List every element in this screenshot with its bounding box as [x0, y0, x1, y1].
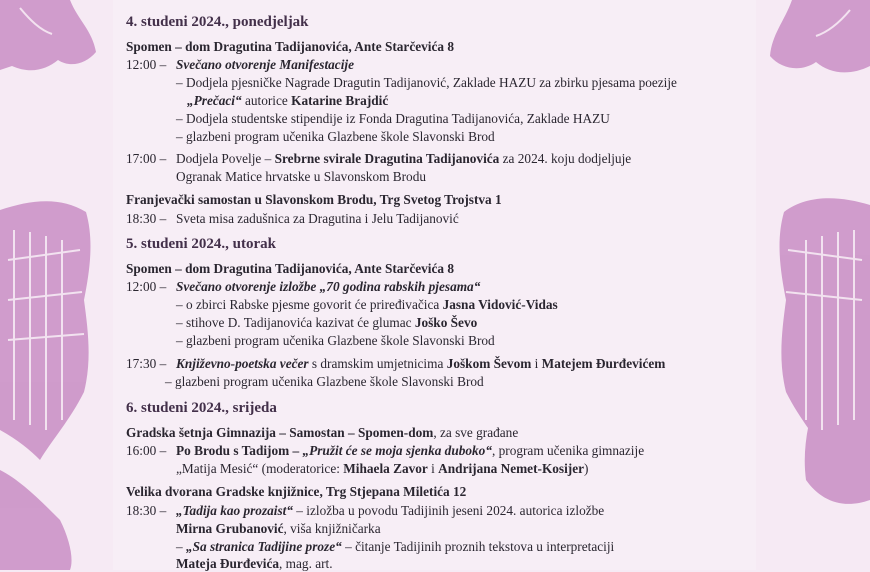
event-time: 18:30 –: [126, 503, 167, 518]
event-line: – glazbeni program učenika Glazbene škole Slavonski Brod: [165, 374, 484, 389]
location: Spomen – dom Dragutina Tadijanovića, Ante Starčevića 8: [126, 261, 455, 276]
location: Gradska šetnja Gimnazija – Samostan – Spomen-dom, za sve građane: [126, 425, 519, 440]
day-heading: 5. studeni 2024., utorak: [126, 236, 277, 252]
location: Spomen – dom Dragutina Tadijanovića, Ante Starčevića 8: [126, 39, 455, 54]
hand-illustration: [0, 470, 72, 570]
event-line: „Matija Mesić“ (moderatorice: Mihaela Zavor i Andrijana Nemet-Kosijer): [176, 461, 589, 476]
event-time: 16:00 –: [126, 443, 167, 458]
event-line: – o zbirci Rabske pjesme govorit će priređivačica Jasna Vidović-Vidas: [176, 297, 558, 312]
event-title: Svečano otvorenje Manifestacije: [176, 57, 355, 72]
tree-illustration: [0, 0, 96, 70]
event-time: 12:00 –: [126, 279, 167, 294]
location: Franjevački samostan u Slavonskom Brodu, Trg Svetog Trojstva 1: [126, 192, 502, 207]
event-line: – glazbeni program učenika Glazbene škole Slavonski Brod: [176, 333, 495, 348]
day-heading: 4. studeni 2024., ponedjeljak: [126, 14, 309, 30]
event-title: Svečano otvorenje izložbe „70 godina rabskih pjesama“: [176, 279, 481, 294]
tree-illustration: [770, 0, 870, 72]
event-line: Mirna Grubanović, viša knjižničarka: [176, 521, 381, 536]
day-heading: 6. studeni 2024., srijeda: [126, 400, 277, 416]
location: Velika dvorana Gradske knjižnice, Trg Stjepana Miletića 12: [126, 484, 467, 499]
event-line: – Dodjela pjesničke Nagrade Dragutin Tadijanović, Zaklade HAZU za zbirku pjesama poezije: [176, 75, 677, 90]
event-time: 17:00 –: [126, 151, 167, 166]
left-decoration: [0, 0, 112, 570]
event-line: Mateja Đurđevića, mag. art.: [176, 556, 333, 571]
event-line: – stihove D. Tadijanovića kazivat će glumac Joško Ševo: [176, 315, 478, 330]
event-time: 18:30 –: [126, 211, 167, 226]
program-column: 4. studeni 2024., ponedjeljak Spomen – dom Dragutina Tadijanovića, Ante Starčevića 8 12:00 – Svečano otvorenje Manifestacije – Dodjela pjesničke Nagrade Dragutin Tadijanović, Zaklade HAZU za zbirku pjesama poezije „Prečaci“ autorice Katarine Brajdić – Dodjela studentske stipendije iz Fonda Dragutina Tadijanovića, Zaklade HAZU – glazbeni program učenika Glazbene škole Slavonski Brod 17:00 – Dodjela Povelje – Srebrne svirale Dragutina Tadijanovića za 2024. koju dodjeljuje Ogranak Matice hrvatske u Slavonskom Brodu Franjevački samostan u Slavonskom Brodu, Trg Svetog Trojstva 1 18:30 – Sveta misa zadušnica za Dragutina i Jelu Tadijanović 5. studeni 2024., utorak Spomen – dom Dragutina Tadijanovića, Ante Starčevića 8 12:00 – Svečano otvorenje izložbe „70 godina rabskih pjesama“ – o zbirci Rabske pjesme govorit će priređivačica Jasna Vidović-Vidas – stihove D. Tadijanovića kazivat će glumac Joško Ševo – glazbeni program učenika Glazbene škole Slavonski Brod 17:30 – Književno-poetska večer s dramskim umjetnicima Joškom Ševom i Matejem Đurđevićem – glazbeni program učenika Glazbene škole Slavonski Brod 6. studeni 2024., srijeda Gradska šetnja Gimnazija – Samostan – Spomen-dom, za sve građane 16:00 – Po Brodu s Tadijom – „Pružit će se moja sjenka duboko“, program učenika gimnazije „Matija Mesić“ (moderatorice: Mihaela Zavor i Andrijana Nemet-Kosijer) Velika dvorana Gradske knjižnice, Trg Stjepana Miletića 12 18:30 – „Tadija kao prozaist“ – izložba u povodu Tadijinih jeseni 2024. autorica izložbe Mirna Grubanović, viša knjižničarka – „Sa stranica Tadijine proze“ – čitanje Tadijinih proznih tekstova u interpretaciji Mateja Đurđevića, mag. art.: [113, 0, 756, 570]
event-line: – Dodjela studentske stipendije iz Fonda Dragutina Tadijanovića, Zaklade HAZU: [176, 111, 610, 126]
event-line: „Prečaci“ autorice Katarine Brajdić: [187, 93, 389, 108]
event-time: 17:30 –: [126, 356, 167, 371]
right-decoration: [762, 0, 870, 570]
event-line: – glazbeni program učenika Glazbene škole Slavonski Brod: [176, 129, 495, 144]
event-line: Ogranak Matice hrvatske u Slavonskom Brodu: [176, 169, 427, 184]
event-line: – „Sa stranica Tadijine proze“ – čitanje Tadijinih proznih tekstova u interpretaciji: [176, 539, 615, 554]
event-time: 12:00 –: [126, 57, 167, 72]
